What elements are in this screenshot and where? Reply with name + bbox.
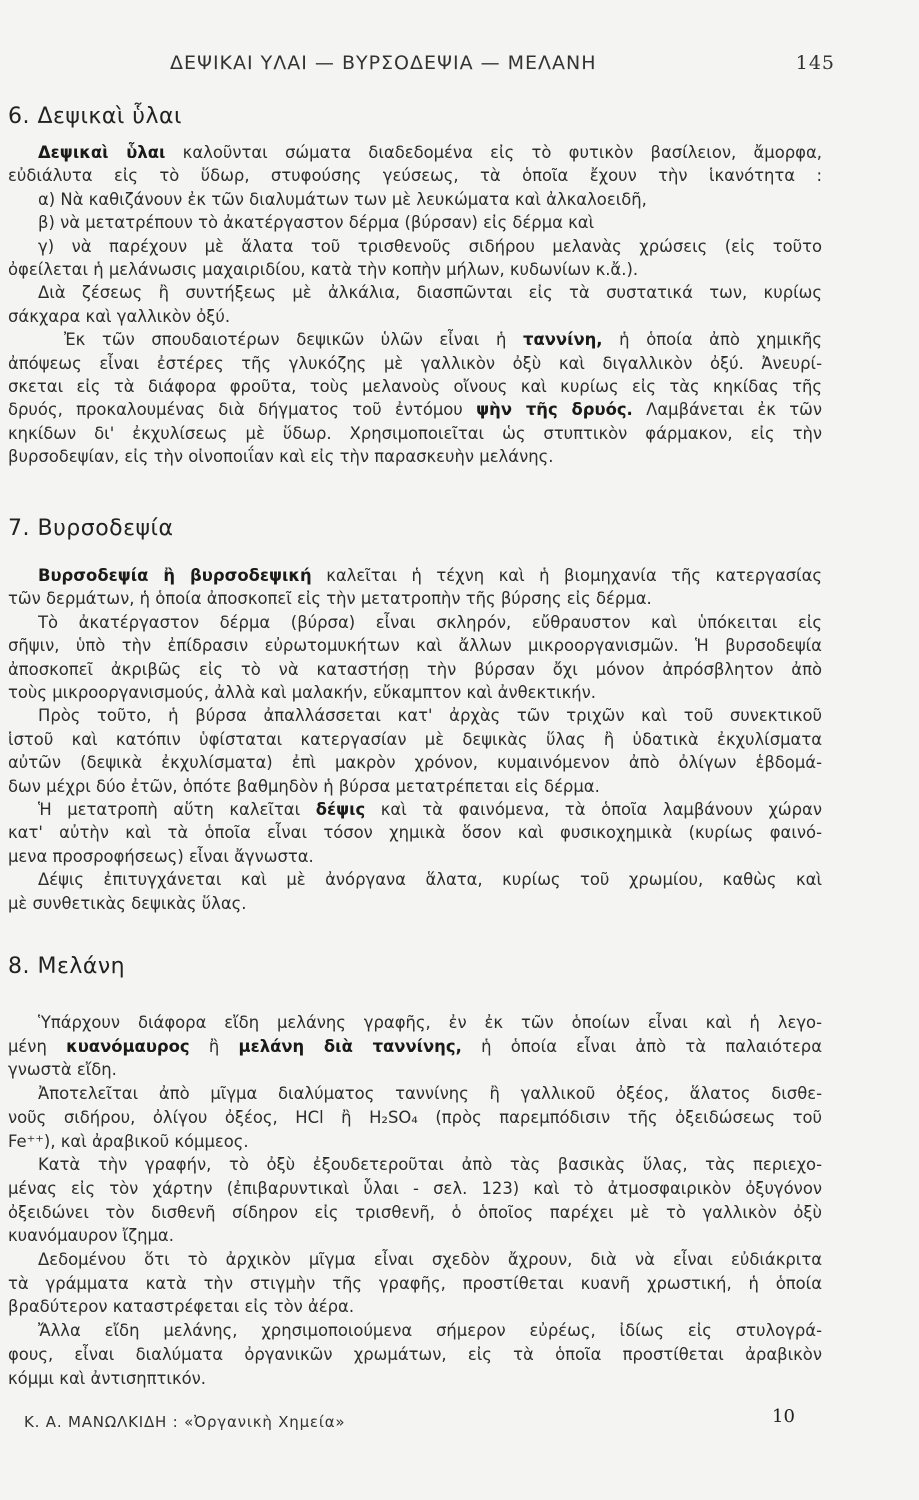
text-line: [8, 422, 822, 445]
text-run: Τὸ ἀκατέργαστον δέρμα (βύρσα) εἶναι σκληρόν, εὔθραυστον καὶ ὑπόκειται εἰς: [38, 612, 822, 632]
text-line: [38, 798, 822, 821]
section-title: 6. Δεψικαὶ ὗλαι: [8, 104, 182, 129]
text-run: ὀξειδώνει τὸν δισθενῆ σίδηρον εἰς τρισθενῆ, ὁ ὁποῖος παρέχει μὲ τὸ γαλλικὸν ὀξὺ: [8, 1202, 822, 1222]
text-line: [8, 587, 822, 610]
text-run: βραδύτερον καταστρέφεται εἰς τὸν ἀέρα.: [8, 1297, 355, 1317]
text-line: [8, 352, 822, 375]
text-line: [38, 564, 822, 587]
text-run: κηκίδων δι' ἐκχυλίσεως μὲ ὕδωρ. Χρησιμοποιεῖται ὡς στυπτικὸν φάρμακον, εἰς τὴν: [8, 423, 822, 443]
text-line: [8, 1035, 822, 1058]
bold-term: Βυρσοδεψία ἢ βυρσοδεψική: [38, 566, 312, 585]
running-title: ΔΕΨΙΚΑΙ ΥΛΑΙ — ΒΥΡΣΟΔΕΨΙΑ — ΜΕΛΑΝΗ: [170, 52, 597, 74]
text-run: σάκχαρα καὶ γαλλικὸν ὀξύ.: [8, 306, 231, 326]
text-line: [38, 188, 822, 211]
text-line: [8, 1177, 822, 1200]
text-line: [8, 775, 822, 798]
text-run: β) νὰ μετατρέπουν τὸ ἀκατέργαστον δέρμα (βύρσαν) εἰς δέρμα καὶ: [38, 213, 595, 233]
signature-mark: 10: [772, 1406, 795, 1427]
text-run: κυανόμαυρον ἴζημα.: [8, 1226, 174, 1246]
text-run: Δεδομένου ὅτι τὸ ἀρχικὸν μῖγμα εἶναι σχεδὸν ἄχρουν, διὰ νὰ εἶναι εὐδιάκριτα: [38, 1250, 822, 1269]
text-line: [8, 1106, 822, 1129]
text-run: Ἄλλα εἴδη μελάνης, χρησιμοποιούμενα σήμερον εὐρέως, ἰδίως εἰς στυλογρά-: [38, 1321, 822, 1341]
text-run: εὐδιάλυτα εἰς τὸ ὕδωρ, στυφούσης γεύσεως, τὰ ὁποῖα ἔχουν τὴν ἱκανότητα :: [8, 166, 822, 186]
text-run: Ἀποτελεῖται ἀπὸ μῖγμα διαλύματος ταννίνης ἢ γαλλικοῦ ὀξέος, ἅλατος δισθε-: [38, 1084, 822, 1104]
text-line: [8, 634, 822, 657]
text-run: Ὑπάρχουν διάφορα εἴδη μελάνης γραφῆς, ἐν ἐκ τῶν ὁποίων εἶναι καὶ ἡ λεγο-: [38, 1013, 822, 1032]
text-run: κατ' αὐτὴν καὶ τὰ ὁποῖα εἶναι τόσον χημικὰ ὅσον καὶ φυσικοχημικὰ (κυρίως φαινό-: [8, 823, 822, 843]
text-line: [8, 258, 822, 281]
text-line: [8, 1201, 822, 1224]
text-line: [8, 681, 822, 704]
text-line: [8, 445, 822, 468]
bold-term: κυανόμαυρος: [66, 1036, 190, 1056]
text-run: σῆψιν, ὑπὸ τὴν ἐπίδρασιν εὐρωτομυκήτων καὶ ἄλλων μικροοργανισμῶν. Ἡ βυρσοδεψία: [8, 636, 822, 656]
bold-term: μελάνη διὰ ταννίνης,: [238, 1036, 462, 1056]
text-run: ἡ ὁποία εἶναι ἀπὸ τὰ παλαιότερα: [461, 1036, 822, 1056]
bold-term: ταννίνη,: [523, 330, 603, 350]
text-line: [8, 658, 822, 681]
text-run: κόμμι καὶ ἀντισηπτικόν.: [8, 1368, 207, 1388]
text-line: [38, 141, 822, 164]
text-line: [38, 1248, 822, 1271]
text-run: Λαμβάνεται ἐκ τῶν: [632, 400, 822, 420]
section-title: 7. Βυρσοδεψία: [8, 516, 174, 541]
text-line: [38, 1011, 822, 1034]
section-title: 8. Μελάνη: [8, 954, 126, 979]
text-run: μὲ συνθετικὰς δεψικὰς ὕλας.: [8, 893, 247, 913]
text-line: [8, 1295, 822, 1318]
text-line: [38, 1319, 822, 1342]
text-run: ἀπόψεως εἶναι ἐστέρες τῆς γλυκόζης μὲ γαλλικὸν ὀξὺ καὶ διγαλλικὸν ὀξύ. Ἀνευρί-: [8, 353, 822, 373]
text-run: βυρσοδεψίαν, εἰς τὴν οἰνοποιΐαν καὶ εἰς τὴν παρασκευὴν μελάνης.: [8, 447, 554, 467]
text-run: ἱστοῦ καὶ κατόπιν ὑφίσταται κατεργασίαν μὲ δεψικὰς ὕλας ἢ ὑδατικὰ ἐκχυλίσματα: [8, 729, 822, 749]
footer-author: Κ. Α. ΜΑΝΩΛΚΙΔΗ : «Ὀργανικὴ Χημεία»: [24, 1413, 346, 1431]
text-run: α) Νὰ καθιζάνουν ἐκ τῶν διαλυμάτων των μὲ λευκώματα καὶ ἀλκαλοειδῆ,: [38, 189, 647, 209]
text-line: [8, 1130, 822, 1153]
text-run: μενα προσροφήσεως) εἶναι ἄγνωστα.: [8, 846, 314, 866]
text-run: καὶ τὰ φαινόμενα, τὰ ὁποῖα λαμβάνουν χώραν: [365, 800, 822, 819]
text-run: σκεται εἰς τὰ διάφορα φροῦτα, τοὺς μελανοὺς οἴνους καὶ κυρίως εἰς τὰς κηκίδας τῆς: [8, 377, 822, 396]
text-line: [8, 845, 822, 868]
text-line: [8, 751, 822, 774]
text-line: [8, 1058, 822, 1081]
text-line: [38, 868, 822, 891]
text-line: [8, 375, 822, 398]
text-line: [38, 211, 822, 234]
text-run: Κατὰ τὴν γραφήν, τὸ ὀξὺ ἐξουδετεροῦται ἀπὸ τὰς βασικὰς ὕλας, τὰς περιεχο-: [38, 1155, 822, 1175]
bold-term: δέψις: [315, 800, 366, 819]
text-line: [8, 728, 822, 751]
text-run: δρυός, προκαλουμένας διὰ δήγματος τοῦ ἐντόμου: [8, 400, 477, 420]
text-line: [8, 1367, 822, 1390]
text-run: ὀφείλεται ἡ μελάνωσις μαχαιριδίου, κατὰ τὴν κοπὴν μήλων, κυδωνίων κ.ἄ.).: [8, 260, 639, 279]
text-run: Πρὸς τοῦτο, ἡ βύρσα ἀπαλλάσσεται κατ' ἀρχὰς τῶν τριχῶν καὶ τοῦ συνεκτικοῦ: [38, 706, 822, 726]
text-line: [8, 1343, 822, 1366]
text-run: μένας εἰς τὸν χάρτην (ἐπιβαρυντικαὶ ὗλαι - σελ. 123) καὶ τὸ ἀτμοσφαιρικὸν ὀξυγόνον: [8, 1178, 822, 1198]
text-line: [8, 892, 822, 915]
text-line: [8, 398, 822, 421]
text-run: τῶν δερμάτων, ἡ ὁποία ἀποσκοπεῖ εἰς τὴν μετατροπὴν τῆς βύρσης εἰς δέρμα.: [8, 589, 652, 609]
text-line: [8, 164, 822, 187]
text-line: [38, 1153, 822, 1176]
text-run: Ἡ μετατροπὴ αὕτη καλεῖται: [38, 800, 316, 819]
text-line: [38, 704, 822, 727]
text-run: μένη: [8, 1036, 67, 1056]
text-line: [8, 1272, 822, 1295]
text-run: τοὺς μικροοργανισμούς, ἀλλὰ καὶ μαλακήν, εὔκαμπτον καὶ ἀνθεκτικήν.: [8, 683, 597, 702]
text-run: ἢ: [189, 1036, 239, 1056]
text-line: [38, 1082, 822, 1105]
text-line: [8, 305, 822, 328]
text-run: γνωστὰ εἴδη.: [8, 1060, 117, 1080]
bold-term: ψὴν τῆς δρυός.: [476, 400, 633, 420]
text-run: δων μέχρι δύο ἐτῶν, ὁπότε βαθμηδὸν ἡ βύρσα μετατρέπεται εἰς δέρμα.: [8, 776, 600, 796]
text-run: καλεῖται ἡ τέχνη καὶ ἡ βιομηχανία τῆς κατεργασίας: [311, 566, 822, 585]
text-run: αὐτῶν (δεψικὰ ἐκχυλίσματα) ἐπὶ μακρὸν χρόνον, κυμαινόμενον ἀπὸ ὀλίγων ἑβδομά-: [8, 753, 822, 773]
bold-term: Δεψικαὶ ὗλαι: [38, 143, 166, 162]
text-line: [38, 611, 822, 634]
text-run: ἡ ὁποία ἀπὸ χημικῆς: [602, 330, 822, 350]
text-line: [38, 235, 822, 258]
text-line: [38, 281, 822, 304]
text-run: φους, εἶναι διαλύματα ὀργανικῶν χρωμάτων, εἰς τὰ ὁποῖα προστίθεται ἀραβικὸν: [8, 1344, 822, 1364]
text-run: Δέψις ἐπιτυγχάνεται καὶ μὲ ἀνόργανα ἅλατα, κυρίως τοῦ χρωμίου, καθὼς καὶ: [38, 870, 822, 890]
page-number: 145: [795, 52, 835, 74]
text-run: καλοῦνται σώματα διαδεδομένα εἰς τὸ φυτικὸν βασίλειον, ἄμορφα,: [165, 143, 822, 162]
text-run: τὰ γράμματα κατὰ τὴν στιγμὴν τῆς γραφῆς, προστίθεται κυανῆ χρωστική, ἡ ὁποία: [8, 1273, 822, 1293]
text-run: ἀποσκοπεῖ ἀκριβῶς εἰς τὸ νὰ καταστήσῃ τὴν βύρσαν ὄχι μόνον ἀπρόσβλητον ἀπὸ: [8, 659, 822, 679]
text-line: [8, 1224, 822, 1247]
text-run: Fe⁺⁺), καὶ ἀραβικοῦ κόμμεος.: [8, 1131, 249, 1151]
text-run: Ἐκ τῶν σπουδαιοτέρων δεψικῶν ὑλῶν εἶναι ἡ: [64, 330, 524, 350]
text-run: γ) νὰ παρέχουν μὲ ἅλατα τοῦ τρισθενοῦς σιδήρου μελανὰς χρώσεις (εἰς τοῦτο: [38, 236, 822, 256]
text-line: [8, 821, 822, 844]
text-run: νοῦς σιδήρου, ὀλίγου ὀξέος, HCl ἢ H₂SO₄ (πρὸς παρεμπόδισιν τῆς ὀξειδώσεως τοῦ: [8, 1107, 822, 1127]
text-run: Διὰ ζέσεως ἢ συντήξεως μὲ ἀλκάλια, διασπῶνται εἰς τὰ συστατικά των, κυρίως: [38, 283, 822, 303]
text-line: [64, 328, 822, 351]
